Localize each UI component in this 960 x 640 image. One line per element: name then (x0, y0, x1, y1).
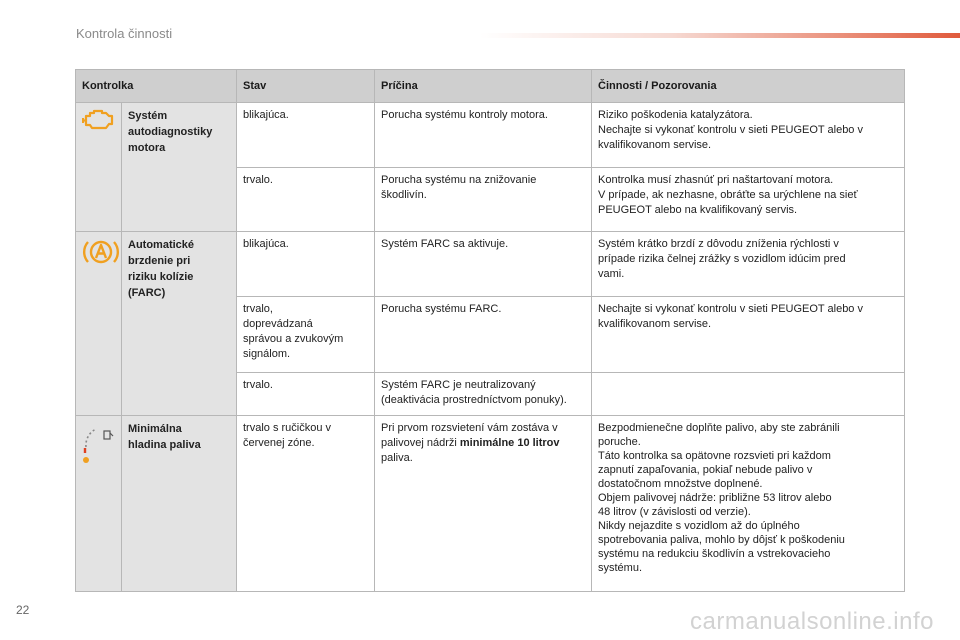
state-cell: trvalo s ručičkou v červenej zóne. (237, 416, 375, 592)
header-cinnosti: Činnosti / Pozorovania (592, 70, 905, 103)
action-cell: Riziko poškodenia katalyzátora. Nechajte si vykonať kontrolu v sieti PEUGEOT alebo v kvalifikovanom servise. (592, 103, 905, 168)
table-row (76, 416, 905, 592)
page-header: Kontrola činnosti (76, 26, 173, 41)
state-cell: trvalo, doprevádzaná správou a zvukovým signálom. (237, 297, 375, 373)
action-cell: Nechajte si vykonať kontrolu v sieti PEUGEOT alebo v kvalifikovanom servise. (592, 297, 905, 373)
fuel-name: Minimálna hladina paliva (122, 416, 237, 592)
header-rule (480, 33, 960, 38)
action-cell: Bezpodmienečne doplňte palivo, aby ste zabránili poruche. Táto kontrolka sa opätovne rozsvieti pri každom zapnutí zapaľovania, pokiaľ nebude palivo v dostatočnom množstve doplnené. Objem palivovej nádrže: približne 53 litrov alebo 48 litrov (v závislosti od verzie). Nikdy nejazdite s vozidlom až do úplného spotrebovania paliva, mohlo by dôjsť k poškodeniu systému na redukciu škodlivín a vstrekovacieho systému. (592, 416, 905, 592)
cause-cell: Systém FARC sa aktivuje. (375, 232, 592, 297)
farc-brake-icon (82, 237, 120, 267)
action-cell (592, 373, 905, 416)
state-cell: trvalo. (237, 168, 375, 232)
engine-name-line: autodiagnostiky (128, 126, 213, 138)
cause-cell: Porucha systému FARC. (375, 297, 592, 373)
engine-name-line: motora (128, 142, 166, 154)
table-row (76, 103, 905, 168)
cause-cell: Porucha systému na znižovanie škodlivín. (375, 168, 592, 232)
table-header-row (76, 70, 905, 103)
page-number: 22 (16, 603, 30, 617)
cause-cell: Systém FARC je neutralizovaný (deaktivácia prostredníctvom ponuky). (375, 373, 592, 416)
cause-cell: Porucha systému kontroly motora. (375, 103, 592, 168)
indicator-table (75, 69, 905, 592)
farc-icon-cell (76, 232, 122, 416)
state-cell: trvalo. (237, 373, 375, 416)
table-row (76, 232, 905, 297)
engine-name-line: Systém (128, 110, 168, 122)
engine-name (122, 103, 237, 232)
header-kontrolka: Kontrolka (76, 70, 237, 103)
state-cell: blikajúca. (237, 232, 375, 297)
farc-name: Automatické brzdenie pri riziku kolízie (FARC) (122, 232, 237, 416)
engine-icon-cell (76, 103, 122, 232)
header-stav: Stav (237, 70, 375, 103)
state-cell: blikajúca. (237, 103, 375, 168)
action-cell: Systém krátko brzdí z dôvodu zníženia rýchlosti v prípade rizika čelnej zrážky s vozidlom idúcim pred vami. (592, 232, 905, 297)
engine-check-icon (82, 108, 116, 132)
header-pricina: Príčina (375, 70, 592, 103)
cause-cell: Pri prvom rozsvietení vám zostáva v palivovej nádrži minimálne 10 litrov paliva. (375, 416, 592, 592)
fuel-icon-cell (76, 416, 122, 592)
action-cell: Kontrolka musí zhasnúť pri naštartovaní motora. V prípade, ak nezhasne, obráťte sa urýchlene na sieť PEUGEOT alebo na kvalifikovaný servis. (592, 168, 905, 232)
fuel-gauge-icon (82, 421, 118, 465)
watermark: carmanualsonline.info (690, 608, 934, 635)
